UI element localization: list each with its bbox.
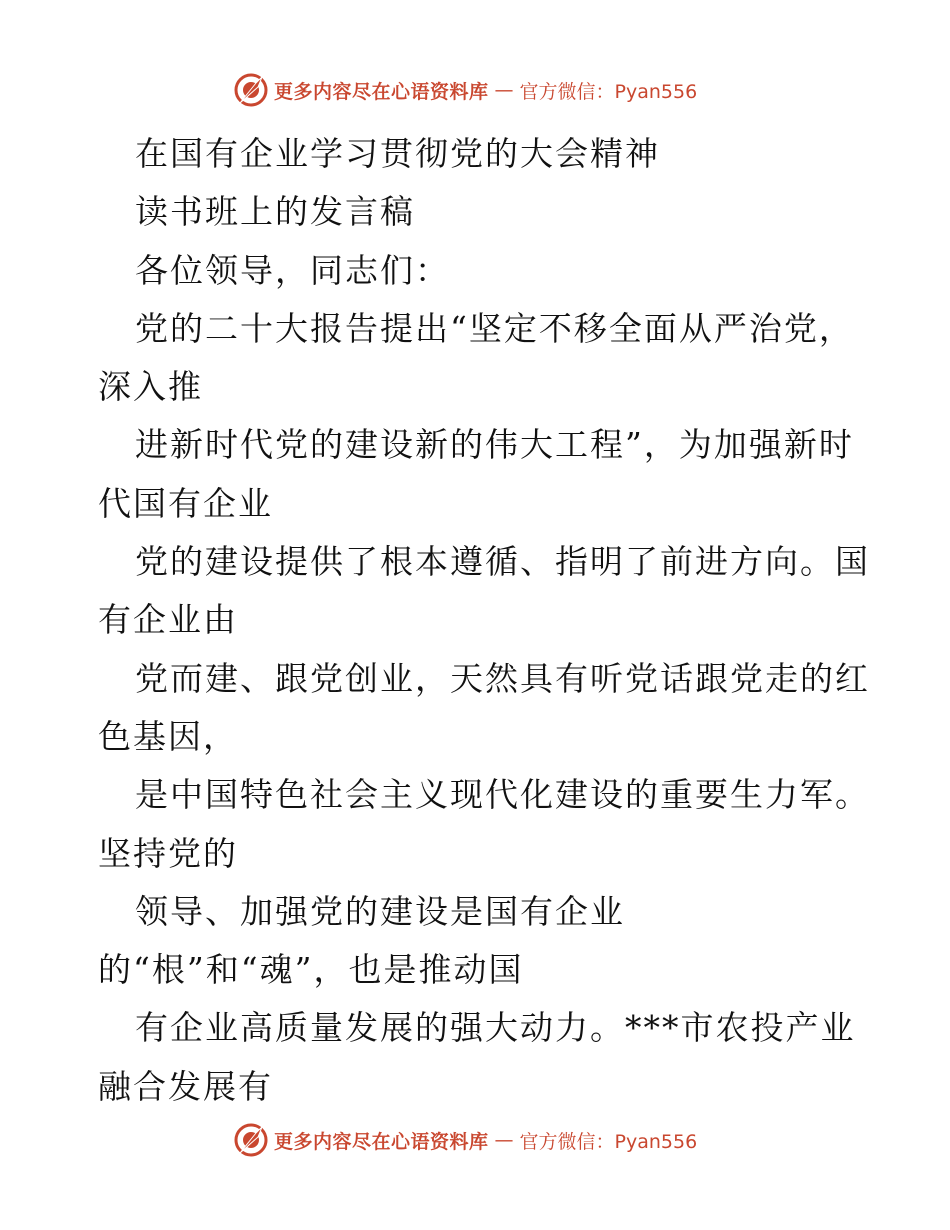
footer-banner	[234, 1120, 697, 1160]
text-line: 读书班上的发言稿	[135, 192, 415, 232]
banner-dash: —	[494, 1129, 514, 1151]
text-line: 领导、加强党的建设是国有企业	[135, 891, 625, 931]
text-line: 在国有企业学习贯彻党的大会精神	[135, 134, 660, 173]
text-line: 有企业高质量发展的强大动力。***市农投产业	[135, 1008, 856, 1048]
banner-dash: —	[494, 79, 514, 101]
document-body	[98, 125, 870, 1116]
quill-logo-icon	[234, 1123, 268, 1157]
text-line: 代国有企业	[98, 483, 273, 523]
quill-logo-icon	[234, 73, 268, 107]
text-line: 是中国特色社会主义现代化建设的重要生力军。	[135, 775, 870, 815]
header-banner	[234, 70, 697, 110]
text-line: 党的二十大报告提出“坚定不移全面从严治党，	[135, 308, 854, 348]
banner-wechat: 官方微信：Pyan556	[519, 80, 698, 103]
text-line: 党而建、跟党创业，天然具有听党话跟党走的红	[135, 658, 870, 698]
banner-wechat: 官方微信：Pyan556	[519, 1130, 698, 1153]
text-line: 深入推	[98, 367, 203, 407]
text-line: 色基因，	[98, 716, 238, 756]
text-line: 融合发展有	[98, 1066, 273, 1106]
text-line: 坚持党的	[98, 833, 238, 873]
text-line: 进新时代党的建设新的伟大工程”，为加强新时	[135, 425, 854, 465]
text-line: 各位领导，同志们：	[135, 250, 450, 290]
text-line: 有企业由	[98, 600, 238, 640]
text-line: 党的建设提供了根本遵循、指明了前进方向。国	[135, 542, 870, 582]
text-line: 的“根”和“魂”，也是推动国	[98, 950, 524, 990]
banner-text: 更多内容尽在心语资料库	[274, 1130, 489, 1153]
banner-text: 更多内容尽在心语资料库	[274, 80, 489, 103]
